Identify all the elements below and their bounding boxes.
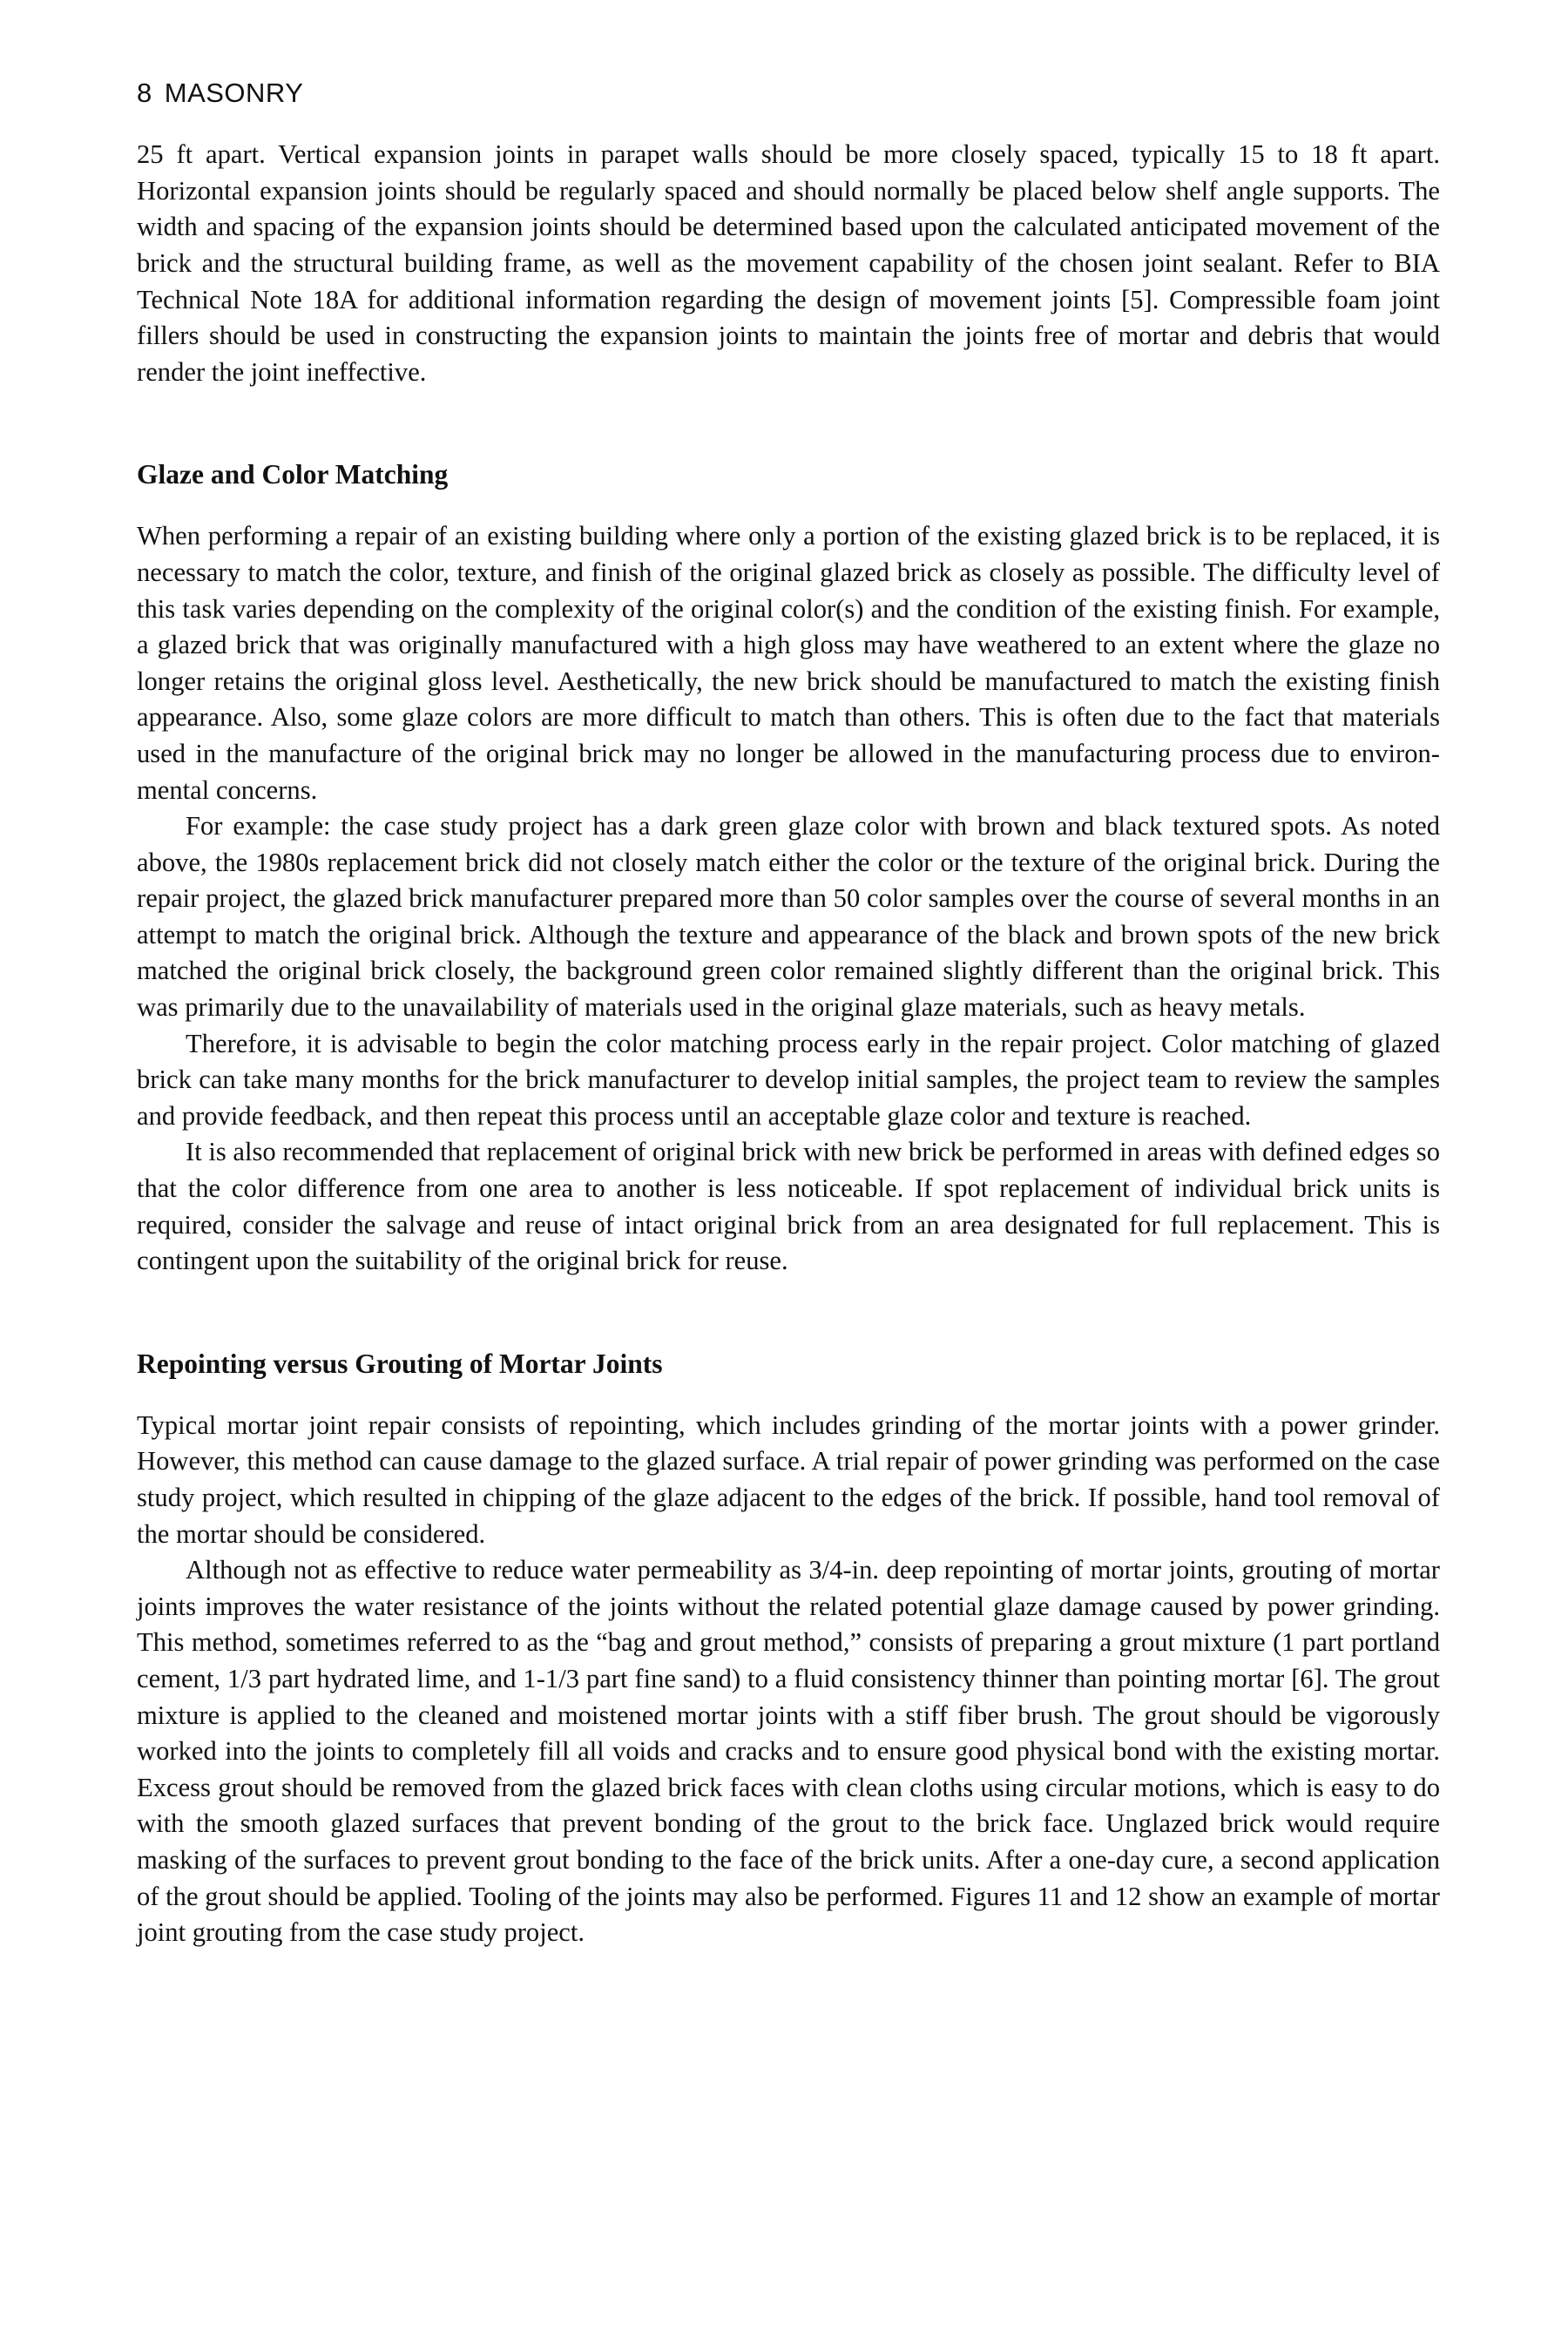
page-number: 8 <box>137 78 152 108</box>
paragraph: Typical mortar joint repair consists of repointing, which includes grinding of the mortar joints with a power grinder. However, this method can cause damage to the glazed surface. A trial repair of power grinding was performed on the case study project, which resulted in chipping of the glaze adjacent to the edges of the brick. If possible, hand tool removal of the mortar should be considered. <box>137 1409 1440 1549</box>
document-page <box>137 77 1440 1951</box>
paragraph: 25 ft apart. Vertical expansion joints in parapet walls should be more closely spaced, typically 15 to 18 ft apart. Horizontal expansion joints should be regularly spaced and should normally be placed below shelf angle supports. The width and spacing of the expansion joints should be determined based upon the calculated anticipated movement of the brick and the structural building frame, as well as the movement capability of the chosen joint sealant. Refer to BIA Technical Note 18A for additional information regarding the design of movement joints [5]. Compressible foam joint fillers should be used in constructing the expansion joints to maintain the joints free of mortar and debris that would render the joint ineffective. <box>137 139 1440 387</box>
running-head <box>137 77 1440 109</box>
section-heading: Repointing versus Grouting of Mortar Joints <box>137 1348 663 1379</box>
paragraph: Although not as effective to reduce water permeability as 3/4-in. deep repointing of mortar joints, grouting of mortar joints improves the water resistance of the joints without the related potential glaze damage caused by power grinding. This method, sometimes referred to as the “bag and grout method,” consists of preparing a grout mixture (1 part portland cement, 1/3 part hydrated lime, and 1-1/3 part fine sand) to a fluid consistency thinner than pointing mortar [6]. The grout mixture is applied to the cleaned and moistened mortar joints with a stiff fiber brush. The grout should be vigorously worked into the joints to completely fill all voids and cracks and to ensure good physical bond with the existing mortar. Excess grout should be removed from the glazed brick faces with clean cloths using circular motions, which is easy to do with the smooth glazed surfaces that prevent bonding of the grout to the brick face. Unglazed brick would require masking of the surfaces to prevent grout bonding to the face of the brick units. After a one-day cure, a second application of the grout should be applied. Tooling of the joints may also be performed. Figures 11 and 12 show an example of mortar joint grouting from the case study project. <box>137 1555 1440 1948</box>
continuation-text <box>137 137 1440 390</box>
paragraph: For example: the case study project has a dark green glaze color with brown and black textured spots. As noted above, the 1980s replacement brick did not closely match either the color or the texture of the original brick. During the repair project, the glazed brick manufacturer prepared more than 50 color samples over the course of several months in an attempt to match the original brick. Although the texture and appearance of the black and brown spots of the new brick matched the original brick closely, the background green color remained slightly different than the original brick. This was primarily due to the unavailability of materials used in the original glaze materials, such as heavy metals. <box>137 811 1440 1023</box>
paragraph: It is also recommended that replacement of original brick with new brick be performed in areas with defined edges so that the color difference from one area to another is less noticeable. If spot replacement of individual brick units is required, consider the salvage and reuse of intact original brick from an area designated for full replacement. This is contingent upon the suitability of the original brick for reuse. <box>137 1137 1440 1276</box>
section-glaze-color-matching <box>137 457 1440 1279</box>
section-heading: Glaze and Color Matching <box>137 459 449 490</box>
paragraph: Therefore, it is advisable to begin the color matching process early in the repair project. Color matching of glazed brick can take many months for the brick manufacturer to develop initial samples, the project team to review the samples and provide feedback, and then repeat this process until an acceptable glaze color and texture is reached. <box>137 1028 1440 1131</box>
section-repointing-vs-grouting <box>137 1347 1440 1951</box>
paragraph: When performing a repair of an existing building where only a portion of the existing glazed brick is to be replaced, it is necessary to match the color, texture, and finish of the original glazed brick as closely as possible. The difficulty level of this task varies depending on the complexity of the original color(s) and the condition of the existing finish. For example, a glazed brick that was originally manufactured with a high gloss may have weathered to an extent where the glaze no longer retains the original gloss level. Aesthetically, the new brick should be manufactured to match the existing finish appearance. Also, some glaze colors are more difficult to match than others. This is often due to the fact that materials used in the manufacture of the original brick may no longer be allowed in the manufacturing process due to environmental concerns. <box>137 521 1440 805</box>
running-head-title: MASONRY <box>164 78 304 108</box>
